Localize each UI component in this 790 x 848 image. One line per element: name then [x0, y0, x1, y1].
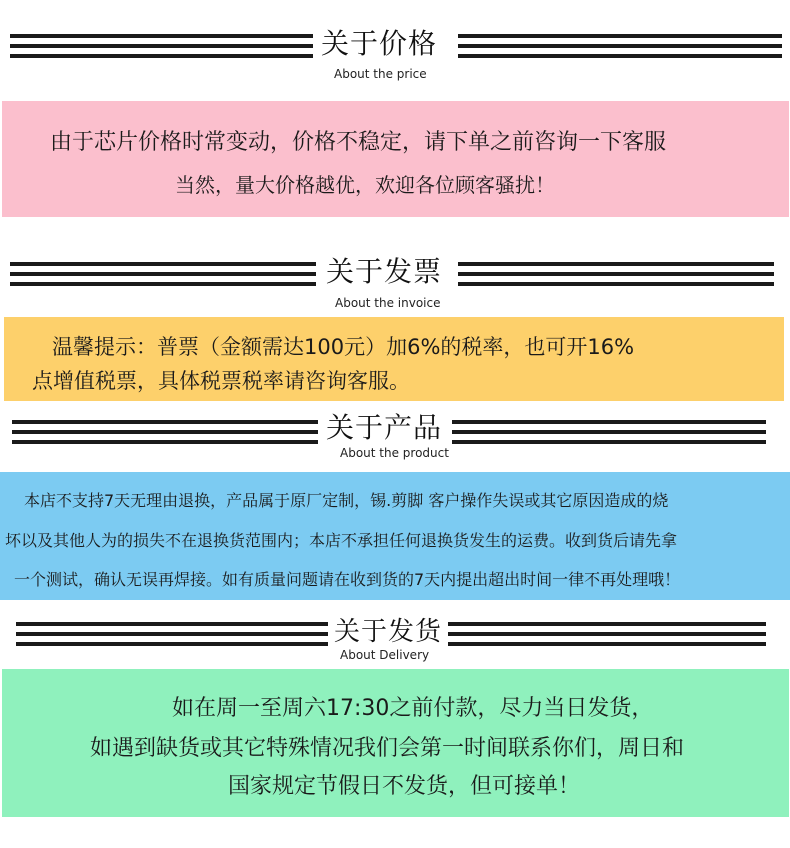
invoice-note-box [4, 317, 784, 401]
section-subtitle: About the price [334, 67, 427, 81]
invoice-section-header [0, 252, 790, 312]
price-note-line: 由于芯片价格时常变动，价格不稳定，请下单之前咨询一下客服 [50, 130, 667, 155]
section-subtitle: About the invoice [335, 296, 441, 310]
price-note-line: 当然，量大价格越优，欢迎各位顾客骚扰！ [175, 173, 555, 197]
section-title: 关于产品 [326, 411, 443, 444]
divider-rule-right [458, 262, 774, 286]
delivery-note-box [2, 669, 789, 817]
divider-rule-left [10, 262, 316, 286]
delivery-note-line: 国家规定节假日不发货，但可接单！ [228, 774, 581, 799]
product-section-header [0, 408, 790, 464]
divider-rule-right [452, 420, 766, 444]
section-title: 关于价格 [321, 27, 438, 60]
delivery-note-line: 如遇到缺货或其它特殊情况我们会第一时间联系你们，周日和 [90, 736, 685, 761]
divider-rule-left [16, 622, 328, 646]
divider-rule-left [12, 420, 318, 444]
section-title: 关于发货 [334, 617, 443, 647]
product-note-box [0, 472, 790, 600]
delivery-section-header [0, 614, 790, 666]
product-note-line: 本店不支持7天无理由退换，产品属于原厂定制，锡.剪脚 客户操作失误或其它原因造成的烧 [24, 491, 669, 510]
product-note-line: 坏以及其他人为的损失不在退换货范围内；本店不承担任何退换货发生的运费。收到货后请先拿 [5, 531, 678, 550]
section-subtitle: About Delivery [340, 648, 430, 662]
divider-rule-right [458, 34, 782, 58]
invoice-note-line: 点增值税票，具体税票税率请咨询客服。 [32, 369, 410, 393]
price-section-header [0, 22, 790, 82]
section-subtitle: About the product [340, 446, 449, 460]
delivery-note-line: 如在周一至周六17:30之前付款，尽力当日发货， [172, 696, 654, 721]
divider-rule-left [10, 34, 313, 58]
section-title: 关于发票 [326, 255, 443, 288]
product-note-line: 一个测试，确认无误再焊接。如有质量问题请在收到货的7天内提出超出时间一律不再处理哦！ [14, 570, 681, 589]
divider-rule-right [448, 622, 766, 646]
price-note-box [2, 101, 789, 217]
invoice-note-line: 温馨提示：普票（金额需达100元）加6%的税率，也可开16% [52, 335, 635, 359]
